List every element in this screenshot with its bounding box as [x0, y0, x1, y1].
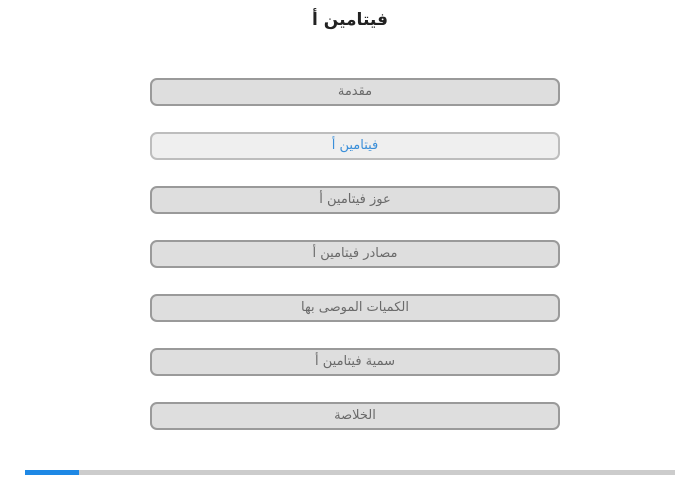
progress-bar-fill: [25, 470, 79, 475]
progress-bar: [25, 470, 675, 475]
menu-item-vitamin-a-deficiency[interactable]: عوز فيتامين أ: [150, 186, 560, 214]
menu-item-introduction[interactable]: مقدمة: [150, 78, 560, 106]
menu-item-recommended-amounts[interactable]: الكميات الموصى بها: [150, 294, 560, 322]
section-menu: [150, 78, 560, 456]
menu-item-vitamin-a[interactable]: فيتامين أ: [150, 132, 560, 160]
menu-item-vitamin-a-sources[interactable]: مصادر فيتامين أ: [150, 240, 560, 268]
page-title: فيتامين أ: [312, 10, 388, 30]
menu-item-conclusion[interactable]: الخلاصة: [150, 402, 560, 430]
menu-item-vitamin-a-toxicity[interactable]: سمية فيتامين أ: [150, 348, 560, 376]
